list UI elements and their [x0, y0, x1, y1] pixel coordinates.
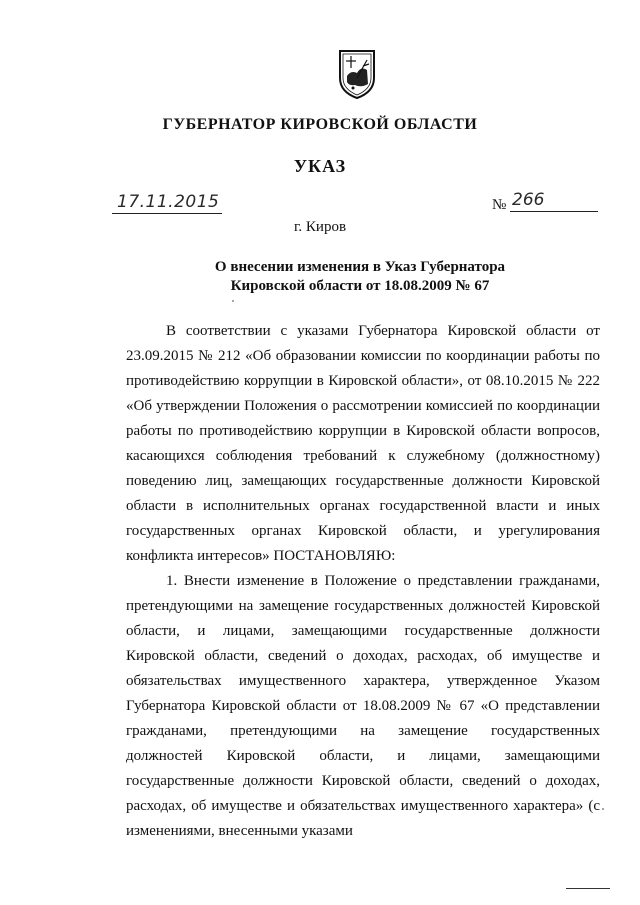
city-line: г. Киров	[293, 219, 347, 235]
document-type-heading: УКАЗ	[293, 156, 347, 176]
number-label: №	[492, 197, 507, 213]
document-number: 266	[512, 190, 545, 210]
coat-of-arms-emblem	[337, 48, 377, 100]
document-date: 17.11.2015	[117, 192, 220, 212]
date-underline	[112, 213, 222, 214]
scan-speck	[232, 300, 234, 302]
footer-mark-line	[566, 888, 610, 889]
scan-speck	[602, 808, 604, 810]
document-body	[126, 319, 600, 844]
title-line-1: О внесении изменения в Указ Губернатора	[214, 259, 506, 275]
number-underline	[510, 211, 598, 212]
organization-heading: ГУБЕРНАТОР КИРОВСКОЙ ОБЛАСТИ	[162, 116, 478, 133]
title-line-2: Кировской области от 18.08.2009 № 67	[230, 278, 490, 294]
body-paragraph-2: 1. Внести изменение в Положение о представлении гражданами, претендующими на замещение государственных должностей Кировской области, и лицами, замещающими государственные должности Кировской области, сведений о доходах, расходах, об имуществе и обязательствах имущественного характера, утвержденное Указом Губернатора Кировской области от 18.08.2009 № 67 «О представлении гражданами, претендующими на замещение государственных должностей Кировской области, и лицами, замещающими государственные должности Кировской области, сведений о доходах, расходах, об имуществе и обязательствах имущественного характера» (с изменениями, внесенными указами	[126, 573, 600, 839]
document-title	[140, 258, 580, 296]
body-paragraph-1: В соответствии с указами Губернатора Кировской области от 23.09.2015 № 212 «Об образовании комиссии по координации работы по противодействию коррупции в Кировской области», от 08.10.2015 № 222 «Об утверждении Положения о рассмотрении комиссией по координации работы по противодействию коррупции в Кировской области вопросов, касающихся соблюдения требований к служебному (должностному) поведению лиц, замещающих государственные должности Кировской области в исполнительных органах государственной власти и иных государственных органах Кировской области, и урегулирования конфликта интересов» ПОСТАНОВЛЯЮ:	[126, 323, 600, 564]
